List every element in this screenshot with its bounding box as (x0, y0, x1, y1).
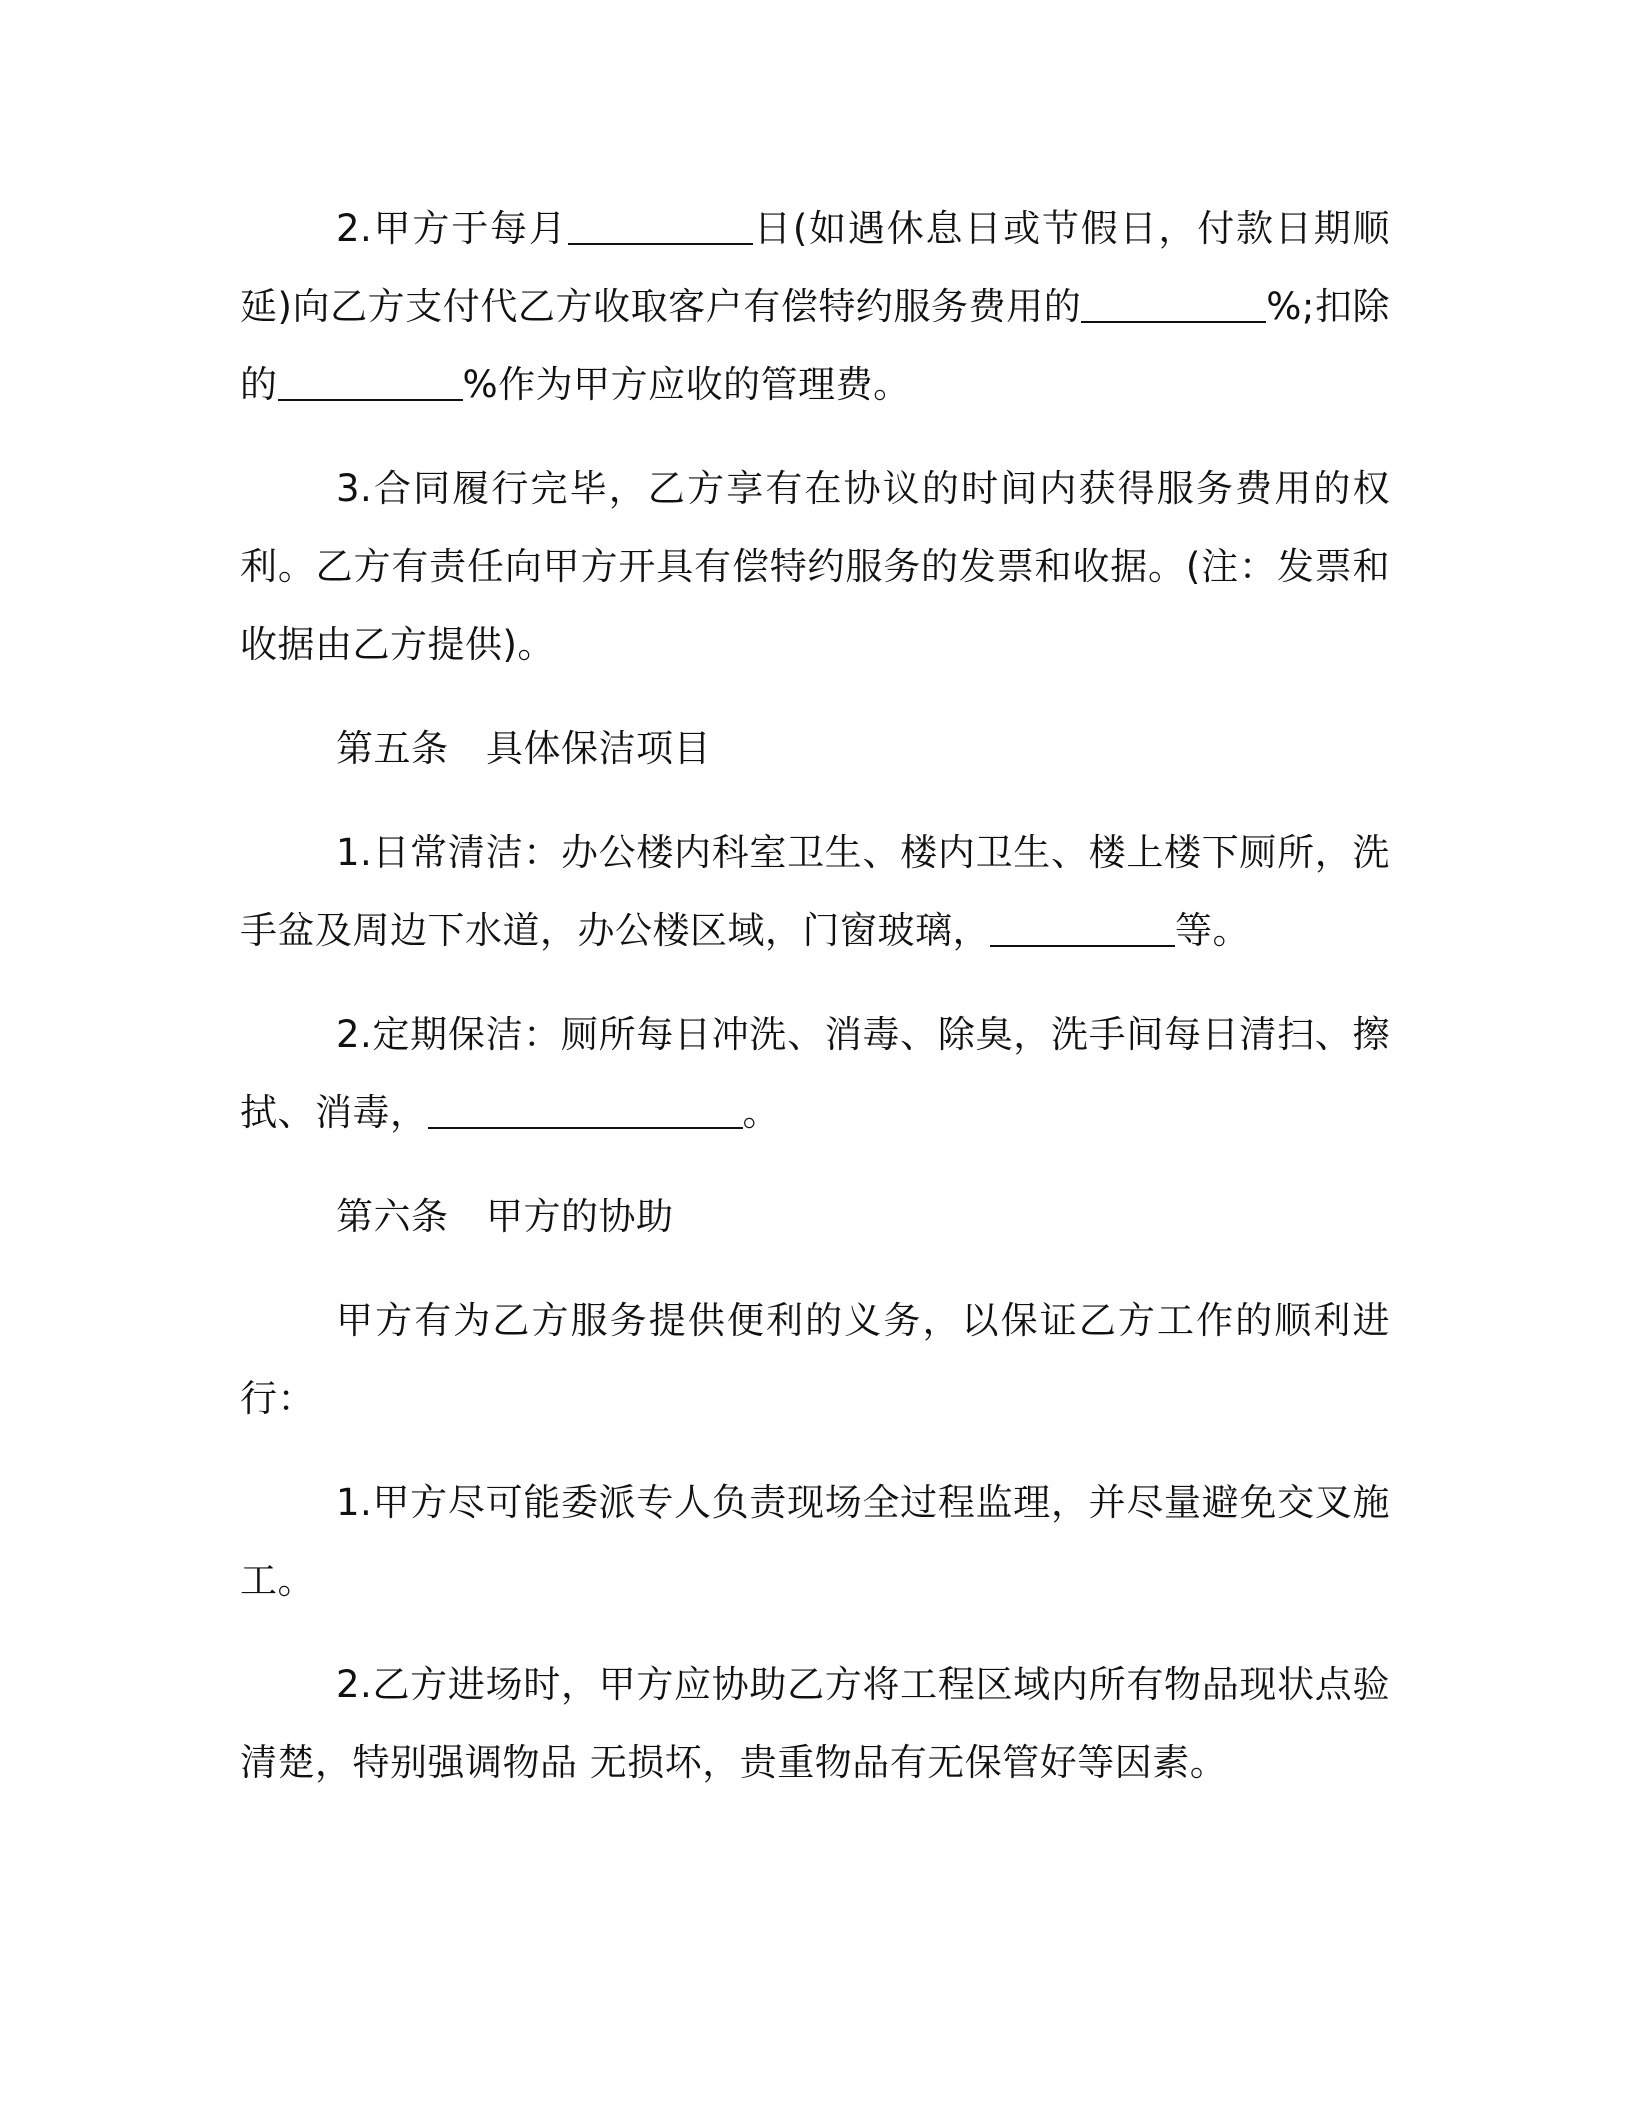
blank-field-pay-percent (1081, 284, 1266, 323)
blank-field-fee-percent (278, 362, 463, 401)
daily-cleaning-text-1: 1.日常清洁：办公楼内科室卫生、楼内卫生、楼上楼下厕所，洗手盆及周边下水道，办公楼区域，门窗玻璃， (240, 831, 1390, 952)
duty-clause: 甲方有为乙方服务提供便利的义务，以保证乙方工作的顺利进行： (240, 1299, 1390, 1420)
article-6-heading: 第六条 甲方的协助 (336, 1195, 674, 1238)
periodic-cleaning-clause (240, 996, 1390, 1152)
payment-clause-text-4: %作为甲方应收的管理费。 (462, 363, 911, 406)
assist-clause-1: 1.甲方尽可能委派专人负责现场全过程监理，并尽量避免交叉施工。 (240, 1481, 1390, 1602)
payment-clause-text-1: 2.甲方于每月 (336, 207, 568, 250)
payment-clause-text-2: 日(如遇休息日或节假日，付款日期顺延)向乙方支付代乙方收取客户有偿特约服务费用的 (240, 207, 1390, 328)
completion-clause: 3.合同履行完毕，乙方享有在协议的时间内获得服务费用的权利。乙方有责任向甲方开具有偿特约服务的发票和收据。(注：发票和收据由乙方提供)。 (240, 467, 1390, 666)
daily-cleaning-clause (240, 814, 1390, 970)
periodic-cleaning-text-1: 2.定期保洁：厕所每日冲洗、消毒、除臭，洗手间每日清扫、擦拭、消毒， (240, 1013, 1390, 1134)
payment-clause (240, 190, 1390, 424)
document-page (240, 190, 1390, 1828)
daily-cleaning-text-2: 等。 (1175, 909, 1250, 952)
blank-field-pay-day (568, 206, 753, 245)
article-5-heading: 第五条 具体保洁项目 (336, 727, 711, 770)
payment-clause-text-3: %;扣除的 (240, 285, 1391, 406)
periodic-cleaning-text-2: 。 (742, 1091, 780, 1134)
assist-clause-2: 2.乙方进场时，甲方应协助乙方将工程区域内所有物品现状点验清楚，特别强调物品 无损坏，贵重物品有无保管好等因素。 (240, 1663, 1390, 1784)
blank-field-daily-items (990, 908, 1175, 947)
blank-field-periodic-items (428, 1090, 743, 1129)
